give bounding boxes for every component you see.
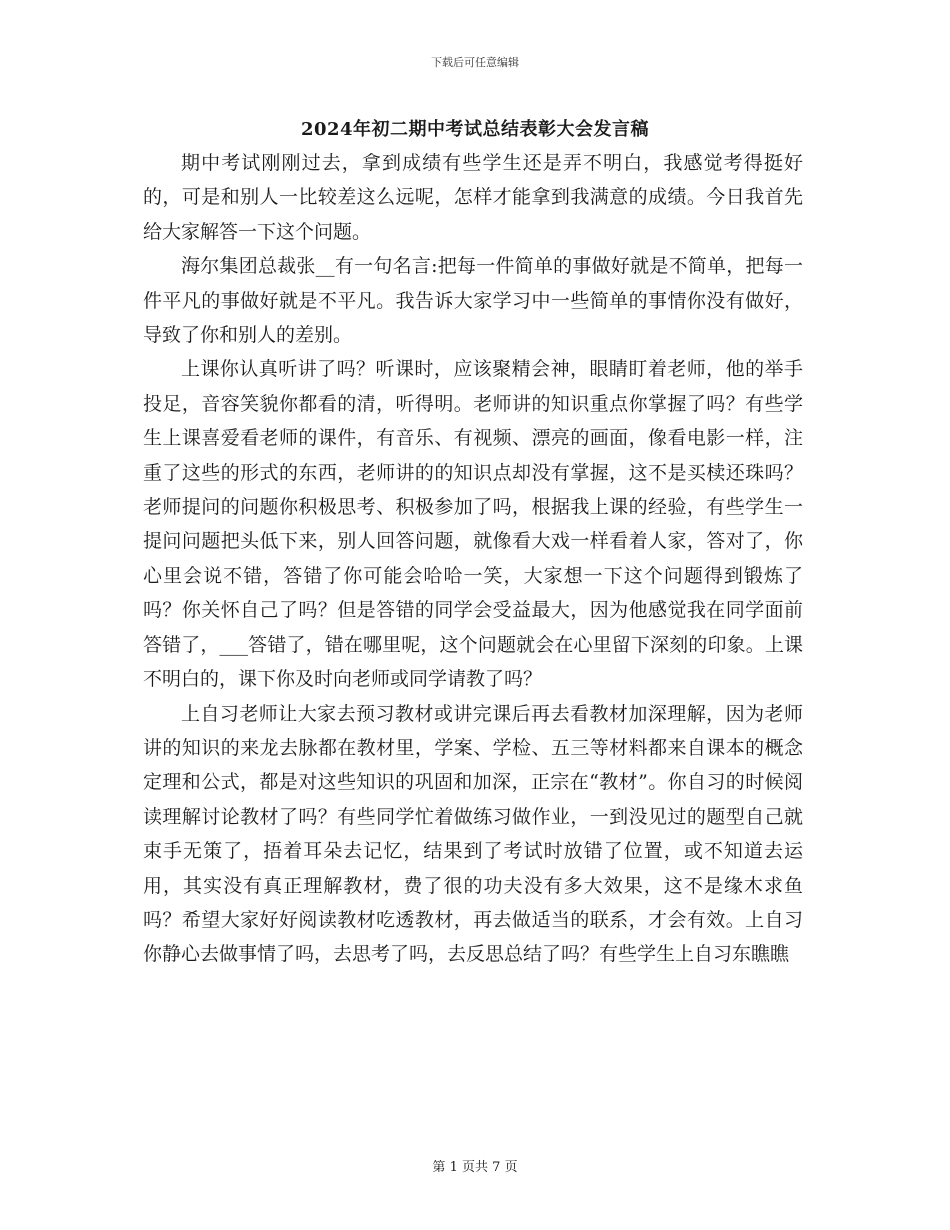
document-body <box>143 146 803 972</box>
footer-prefix: 第 <box>432 1160 446 1175</box>
paragraph-1: 期中考试刚刚过去，拿到成绩有些学生还是弄不明白，我感觉考得挺好的，可是和别人一比较差这么远呢，怎样才能拿到我满意的成绩。今日我首先给大家解答一下这个问题。 <box>143 152 803 243</box>
header-note: 下载后可任意编辑 <box>431 56 519 69</box>
paragraph-4: 上自习老师让大家去预习教材或讲完课后再去看教材加深理解，因为老师讲的知识的来龙去脉都在教材里，学案、学检、五三等材料都来自课本的概念定理和公式，都是对这些知识的巩固和加深，正宗在“教材”。你自习的时候阅读理解讨论教材了吗？有些同学忙着做练习做作业，一到没见过的题型自己就束手无策了，捂着耳朵去记忆，结果到了考试时放错了位置，或不知道去运用，其实没有真正理解教材，费了很的功夫没有多大效果，这不是缘木求鱼吗？希望大家好好阅读教材吃透教材，再去做适当的联系，才会有效。上自习你静心去做事情了吗，去思考了吗，去反思总结了吗？有些学生上自习东瞧瞧 <box>143 702 803 966</box>
page-number-footer <box>0 1156 950 1175</box>
footer-suffix: 页 <box>504 1160 518 1175</box>
footer-current-page: 1 <box>449 1160 458 1175</box>
footer-total-pages: 7 <box>492 1160 501 1175</box>
paragraph-3: 上课你认真听讲了吗？听课时，应该聚精会神，眼睛盯着老师，他的举手投足，音容笑貌你都看的清，听得明。老师讲的知识重点你掌握了吗？有些学生上课喜爱看老师的课件，有音乐、有视频、漂亮的画面，像看电影一样，注重了这些的形式的东西，老师讲的的知识点却没有掌握，这不是买椟还珠吗？老师提问的问题你积极思考、积极参加了吗，根据我上课的经验，有些学生一提问问题把头低下来，别人回答问题，就像看大戏一样看着人家，答对了，你心里会说不错，答错了你可能会哈哈一笑，大家想一下这个问题得到锻炼了吗？你关怀自己了吗？但是答错的同学会受益最大，因为他感觉我在同学面前答错了，___答错了，错在哪里呢，这个问题就会在心里留下深刻的印象。上课不明白的，课下你及时向老师或同学请教了吗？ <box>143 358 803 691</box>
paragraph-2: 海尔集团总裁张__有一句名言:把每一件简单的事做好就是不简单，把每一件平凡的事做好就是不平凡。我告诉大家学习中一些简单的事情你没有做好，导致了你和别人的差别。 <box>143 255 803 347</box>
footer-middle: 页共 <box>461 1160 488 1175</box>
document-title: 2024年初二期中考试总结表彰大会发言稿 <box>300 119 650 140</box>
